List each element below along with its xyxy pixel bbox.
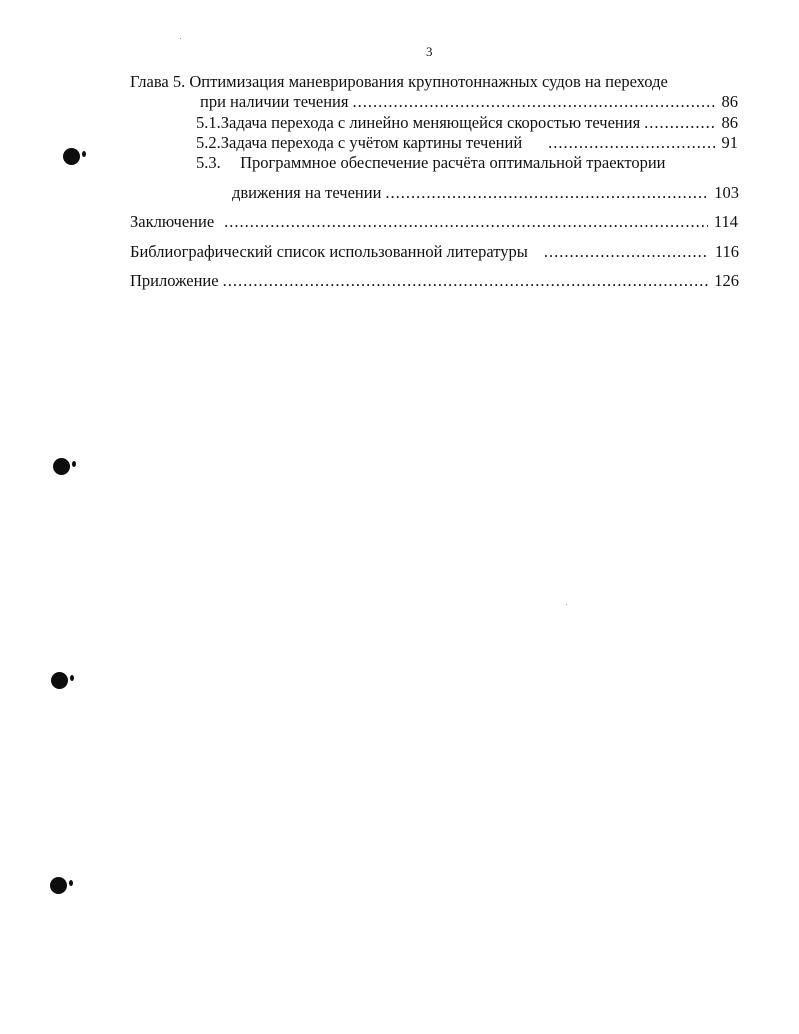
toc-section-5-3-title-cont: движения на течении xyxy=(232,183,382,202)
toc-chapter5-entry[interactable] xyxy=(200,92,738,112)
toc-section-5-3-title xyxy=(196,153,665,173)
toc-conclusion-title: Заключение xyxy=(130,212,215,231)
dot-leader xyxy=(548,133,715,153)
toc-section-5-1[interactable] xyxy=(196,113,738,133)
toc-section-5-3-number: 5.3. xyxy=(196,153,221,172)
toc-section-5-3-title-text: Программное обеспечение расчёта оптимальной траектории xyxy=(240,153,666,172)
dot-leader xyxy=(644,113,715,133)
toc-chapter5-title xyxy=(130,72,668,92)
toc-chapter5-page: 86 xyxy=(721,92,738,111)
toc-conclusion-page: 114 xyxy=(713,212,738,231)
toc-section-5-2-number: 5.2. xyxy=(196,133,221,152)
toc-appendix-title: Приложение xyxy=(130,271,219,290)
dot-leader xyxy=(544,242,709,262)
toc-bibliography[interactable] xyxy=(130,242,739,262)
scan-speck xyxy=(180,38,181,39)
toc-section-5-1-page: 86 xyxy=(721,113,738,132)
punch-hole-mark xyxy=(53,458,70,475)
page-number: 3 xyxy=(426,44,433,59)
toc-appendix-page: 126 xyxy=(714,271,739,290)
toc-section-5-3-entry[interactable] xyxy=(232,183,739,203)
scan-speck xyxy=(566,604,567,605)
dot-leader xyxy=(224,212,708,232)
punch-hole-mark xyxy=(63,148,80,165)
toc-bibliography-title: Библиографический список использованной литературы xyxy=(130,242,528,261)
punch-hole-mark xyxy=(50,877,67,894)
toc-chapter5-title-cont: при наличии течения xyxy=(200,92,349,111)
dot-leader xyxy=(223,271,709,291)
toc-section-5-1-number: 5.1. xyxy=(196,113,221,132)
toc-section-5-2-title: Задача перехода с учётом картины течений xyxy=(220,133,523,152)
toc-section-5-2-page: 91 xyxy=(721,133,738,152)
toc-section-5-1-title: Задача перехода с линейно меняющейся скоростью течения xyxy=(220,113,641,132)
toc-section-5-2[interactable] xyxy=(196,133,738,153)
toc-appendix[interactable] xyxy=(130,271,739,291)
toc-bibliography-page: 116 xyxy=(714,242,739,261)
toc-chapter5-title-text: Глава 5. Оптимизация маневрирования крупнотоннажных судов на переходе xyxy=(130,72,668,91)
toc-section-5-3-page: 103 xyxy=(714,183,739,202)
toc-conclusion[interactable] xyxy=(130,212,738,232)
dot-leader xyxy=(352,92,715,112)
punch-hole-mark xyxy=(51,672,68,689)
dot-leader xyxy=(385,183,708,203)
